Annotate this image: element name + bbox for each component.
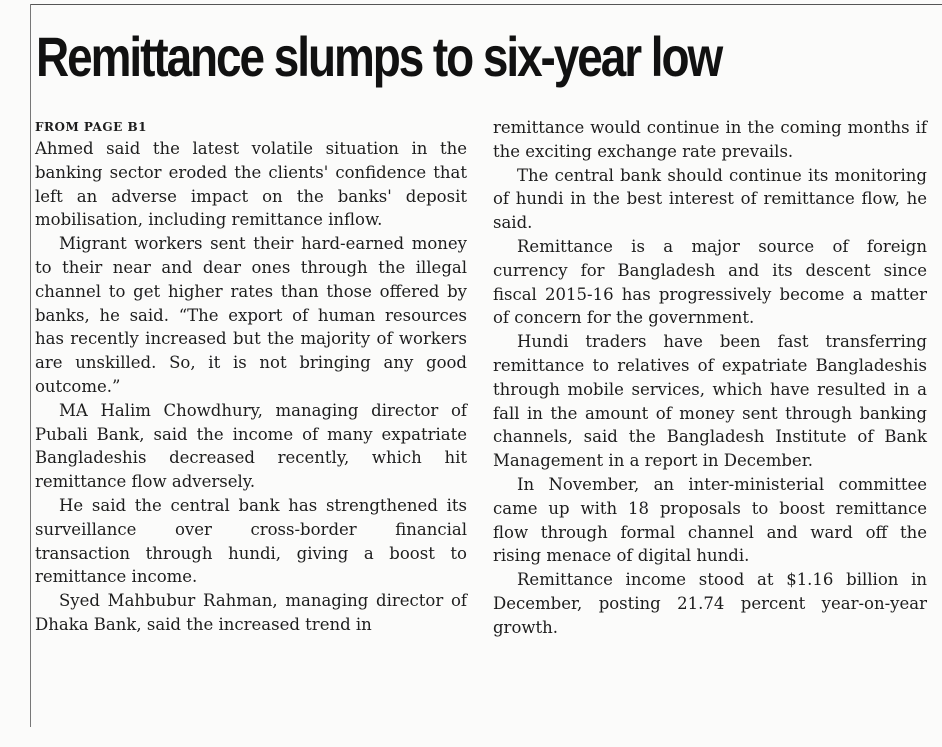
paragraph: Remittance income stood at $1.16 billion in December, posting 21.74 percent year-on-year growth.: [493, 570, 927, 637]
paragraph: Migrant workers sent their hard-earned money to their near and dear ones through the illegal channel to get higher rates than those offered by banks, he said. “The export of human resources has recently increased but the majority of workers are unskilled. So, it is not bringing any good outcome.”: [35, 234, 467, 396]
paragraph: Ahmed said the latest volatile situation in the banking sector eroded the clients' confidence that left an adverse impact on the banks' deposit mobilisation, including remittance inflow.: [35, 139, 467, 230]
left-rule: [30, 4, 31, 727]
paragraph: The central bank should continue its monitoring of hundi in the best interest of remittance flow, he said.: [493, 165, 927, 233]
top-rule: [30, 4, 942, 5]
left-column: [35, 119, 467, 637]
paragraph: remittance would continue in the coming months if the exciting exchange rate prevails.: [493, 118, 927, 161]
paragraph: MA Halim Chowdhury, managing director of Pubali Bank, said the income of many expatriate Bangladeshis decreased recently, which hit remittance flow adversely.: [35, 400, 467, 492]
paragraph: Syed Mahbubur Rahman, managing director of Dhaka Bank, said the increased trend in: [35, 591, 467, 634]
paragraph: He said the central bank has strengthened its surveillance over cross-border financial transaction through hundi, giving a boost to remittance income.: [35, 495, 467, 587]
headline: Remittance slumps to six-year low: [36, 25, 722, 88]
right-column: [493, 116, 927, 640]
paragraph: In November, an inter-ministerial committee came up with 18 proposals to boost remittance flow through formal channel and ward off the rising menace of digital hundi.: [493, 474, 927, 566]
paragraph: Remittance is a major source of foreign currency for Bangladesh and its descent since fiscal 2015-16 has progressively become a matter of concern for the government.: [493, 236, 927, 328]
paragraph: Hundi traders have been fast transferring remittance to relatives of expatriate Bangladeshis through mobile services, which have resulted in a fall in the amount of money sent through banking channels, said the Bangladesh Institute of Bank Management in a report in December.: [493, 332, 927, 471]
kicker: FROM PAGE B1: [35, 120, 147, 134]
